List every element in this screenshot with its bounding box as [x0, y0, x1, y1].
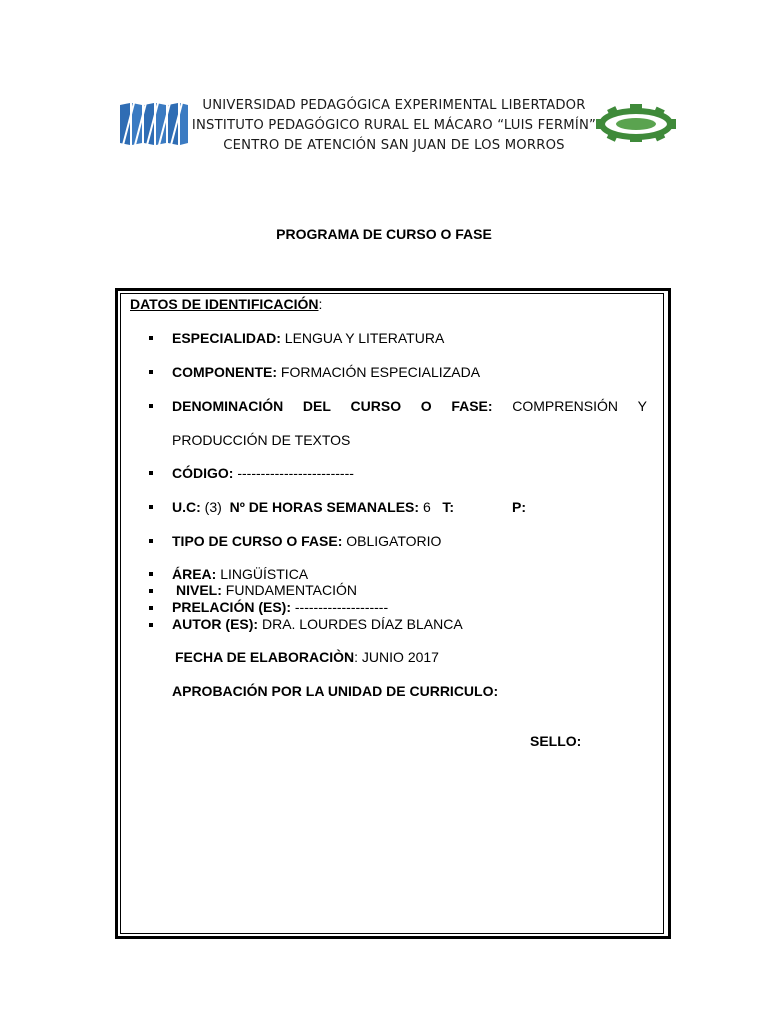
p-label: P: [512, 499, 526, 515]
bullet-icon [149, 589, 153, 593]
aprobacion-label: APROBACIÓN POR LA UNIDAD DE CURRICULO: [172, 683, 499, 699]
center-name: CENTRO DE ATENCIÓN SAN JUAN DE LOS MORROS [223, 138, 565, 153]
bullet-icon [149, 572, 153, 576]
bullet-icon [149, 539, 153, 543]
bullet-icon [149, 370, 153, 374]
university-name: UNIVERSIDAD PEDAGÓGICA EXPERIMENTAL LIBERTADOR [202, 98, 586, 113]
sello-label: SELLO: [530, 733, 582, 749]
fecha-row: FECHA DE ELABORACIÒN: JUNIO 2017 [175, 649, 439, 665]
institution-names [188, 96, 600, 156]
prelacion-row: PRELACIÓN (ES): -------------------- [172, 599, 389, 615]
area-row: ÁREA: LINGÜÍSTICA [172, 566, 309, 582]
componente-row: COMPONENTE: FORMACIÓN ESPECIALIZADA [172, 364, 481, 380]
document-title: PROGRAMA DE CURSO O FASE [276, 226, 492, 242]
bullet-icon [149, 336, 153, 340]
bullet-icon [149, 505, 153, 509]
autor-row: AUTOR (ES): DRA. LOURDES DÍAZ BLANCA [172, 616, 463, 632]
bullet-icon [149, 623, 153, 627]
bullet-icon [149, 606, 153, 610]
uc-row: U.C: (3) Nº DE HORAS SEMANALES: 6 T: [172, 499, 455, 515]
institute-name: INSTITUTO PEDAGÓGICO RURAL EL MÁCARO “LUIS FERMÍN” [191, 118, 597, 133]
bullet-icon [149, 404, 153, 408]
denominacion-continuation: PRODUCCIÓN DE TEXTOS [172, 432, 351, 448]
codigo-row: CÓDIGO: ------------------------- [172, 465, 354, 481]
upel-logo-icon [120, 103, 188, 145]
ipr-gear-logo-icon [596, 104, 676, 142]
section-heading: DATOS DE IDENTIFICACIÓN: [130, 296, 323, 312]
denominacion-row: DENOMINACIÓN DEL CURSO O FASE: COMPRENSIÓN Y [172, 398, 647, 414]
especialidad-row: ESPECIALIDAD: LENGUA Y LITERATURA [172, 330, 445, 346]
bullet-icon [149, 471, 153, 475]
nivel-row: NIVEL: FUNDAMENTACIÓN [176, 582, 357, 598]
letterhead [0, 0, 768, 170]
tipo-row: TIPO DE CURSO O FASE: OBLIGATORIO [172, 533, 442, 549]
